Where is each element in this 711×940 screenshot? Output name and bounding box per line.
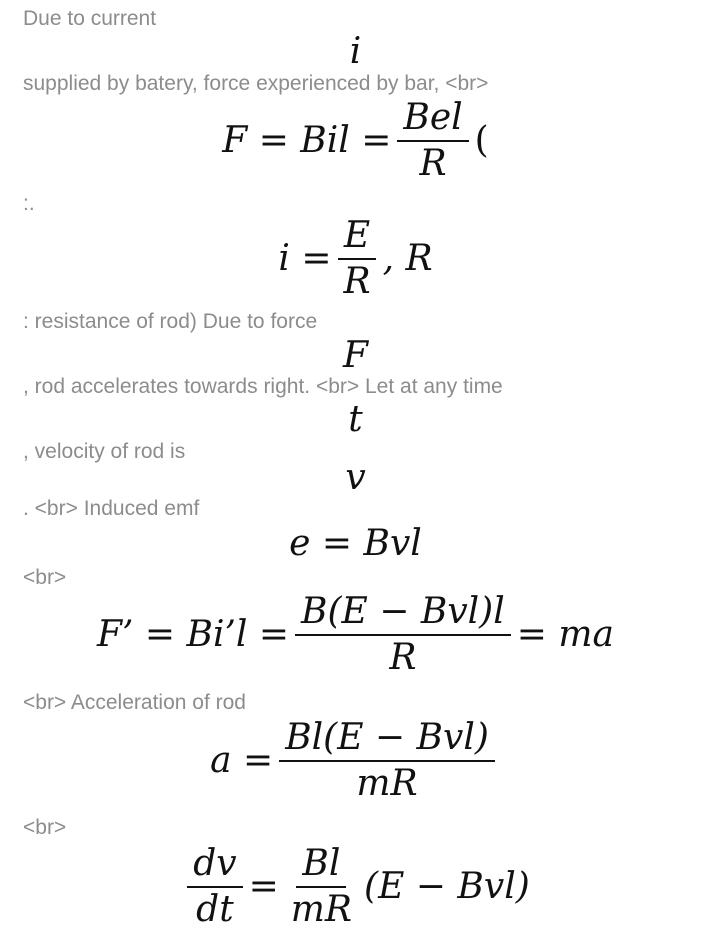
eq6-denominator: mR — [290, 889, 353, 930]
eq4-fraction — [295, 591, 511, 678]
text-due-to-current: Due to current — [23, 7, 157, 30]
equation-emf: e = Bvl — [289, 523, 422, 564]
text-br-2: <br> — [23, 816, 67, 839]
equation-force-bil — [0, 97, 711, 184]
eq6-tail: (E − Bvl) — [364, 866, 530, 907]
eq6-equals: = — [248, 866, 279, 907]
eq6-derivative — [187, 843, 242, 930]
eq5-numerator: Bl(E − Bvl) — [279, 720, 495, 762]
text-acceleration-of-rod: <br> Acceleration of rod — [23, 691, 246, 714]
text-supplied-by-battery: supplied by batery, force experienced by bar, <br> — [23, 72, 489, 95]
eq2-lhs: i = — [278, 238, 332, 279]
equation-dv-dt — [0, 843, 711, 930]
text-therefore: :. — [23, 192, 35, 215]
eq6-fraction — [285, 843, 358, 930]
eq4-lhs: F’ = Bi’l = — [97, 614, 290, 655]
eq2-denominator: R — [343, 261, 371, 302]
eq4-numerator: B(E − Bvl)l — [295, 594, 511, 636]
text-induced-emf: . <br> Induced emf — [23, 497, 200, 520]
eq1-fraction — [397, 97, 468, 184]
eq5-lhs: a = — [210, 740, 274, 781]
eq4-denominator: R — [389, 637, 417, 678]
symbol-t: t — [348, 399, 363, 440]
symbol-i: i — [349, 31, 362, 72]
eq6-dt: dt — [196, 889, 234, 930]
symbol-v: v — [345, 457, 366, 498]
eq2-fraction — [338, 215, 377, 302]
equation-net-force — [0, 591, 711, 678]
eq6-dv: dv — [187, 846, 242, 888]
equation-acceleration — [0, 717, 711, 804]
text-rod-accelerates: , rod accelerates towards right. <br> Let at any time — [23, 375, 503, 398]
eq4-tail: = ma — [516, 614, 614, 655]
eq1-numerator: Bel — [397, 100, 468, 142]
text-br-1: <br> — [23, 566, 67, 589]
eq1-tail: ( — [474, 120, 489, 161]
eq5-denominator: mR — [356, 763, 418, 804]
eq1-denominator: R — [419, 143, 447, 184]
eq1-lhs: F = Bil = — [222, 120, 392, 161]
eq2-numerator: E — [338, 218, 376, 260]
text-resistance-of-rod: : resistance of rod) Due to force — [23, 310, 318, 333]
eq6-numerator: Bl — [296, 846, 346, 888]
equation-current-i — [0, 215, 711, 302]
eq2-tail: , R — [382, 238, 433, 279]
symbol-F: F — [343, 335, 368, 376]
text-velocity-of-rod: , velocity of rod is — [23, 440, 186, 463]
eq5-fraction — [279, 717, 495, 804]
